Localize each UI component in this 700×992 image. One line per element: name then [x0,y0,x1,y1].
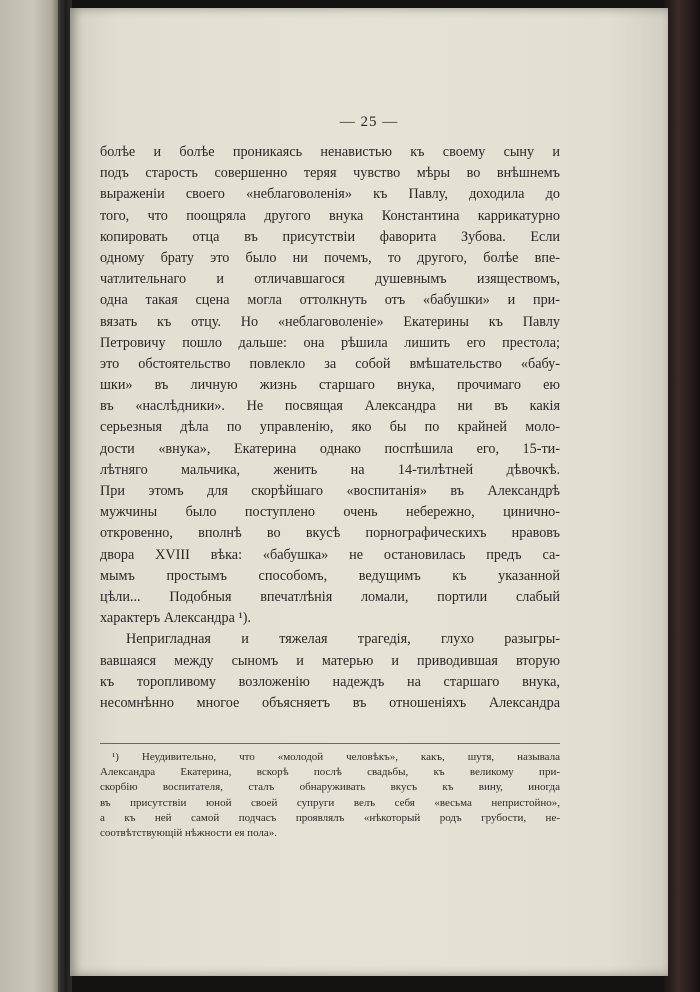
body-line: шки» въ личную жизнь старшаго внука, прочимаго ею [100,377,560,394]
footnote-line: а къ ней самой подчасъ проявлялъ «нѣкоторый родъ грубости, не- [100,811,560,824]
footnote-line: соотвѣтствующій нѣжности ея пола». [100,826,278,839]
footnote-divider [100,743,560,744]
body-line: вавшаяся между сыномъ и матерью и приводившая вторую [100,652,560,669]
body-line: Петровичу пошло дальше: она рѣшила лишить его престола; [100,334,560,351]
body-line: копировать отца въ присутствіи фаворита Зубова. Если [100,228,560,245]
body-line: дости «внука», Екатерина однако поспѣшила его, 15-ти- [100,440,560,457]
body-line: Непригладная и тяжелая трагедія, глухо разыгры- [126,631,560,648]
footnote-line: Александра Екатерина, вскорѣ послѣ свадьбы, къ великому при- [100,766,560,779]
body-line: двора XVIII вѣка: «бабушка» не остановилась предъ са- [100,546,560,563]
body-line: это обстоятельство повлекло за собой вмѣшательство «бабу- [100,355,560,372]
body-line: характеръ Александра ¹). [100,610,251,627]
body-line: лѣтняго мальчика, женить на 14-тилѣтней дѣвочкѣ. [100,461,560,478]
book-page [70,8,668,976]
body-line: выраженiи своего «неблаговоленія» къ Павлу, доходила до [100,186,560,203]
body-line: чатлительнаго и отличавшагося душевнымъ изяществомъ, [100,271,560,288]
body-line: вязать къ отцу. Но «неблаговоленіе» Екатерины къ Павлу [100,313,560,330]
page-number: — 25 — [339,114,399,130]
body-line: одному брату это было ни почемъ, то другого, болѣе впе- [100,249,560,266]
body-line: того, что поощряла другого внука Константина каррикатурно [100,207,560,224]
page-body [100,142,560,714]
body-line: мужчины было поступлено очень небережно, цинично- [100,504,560,521]
footnote [100,750,560,841]
body-line: цѣли... Подобныя впечатлѣнія ломали, портили слабый [100,588,560,605]
body-line: въ «наслѣдники». Не посвящая Александра ни въ какія [100,398,560,415]
facing-page-edge [0,0,60,992]
book-binding [664,0,700,992]
footnote-line: въ присутствіи юной своей супруги велъ себя «весьма непристойно», [100,796,560,809]
footnote-line: скорбію воспитателя, сталъ обнаруживать вкусъ къ вину, иногда [100,781,560,794]
body-line: къ торопливому возложенію надеждъ на старшаго внука, [100,673,560,690]
body-line: несомнѣнно многое объясняетъ въ отношеніяхъ Александра [100,694,560,711]
footnote-line: ¹) Неудивительно, что «молодой человѣкъ», какъ, шутя, называла [112,751,560,763]
body-line: мымъ простымъ способомъ, ведущимъ къ указанной [100,567,560,584]
body-line: подъ старость совершенно теряя чувство мѣры во внѣшнемъ [100,165,560,182]
body-line: болѣе и болѣе проникаясь ненавистью къ своему сыну и [100,144,560,160]
body-line: серьезныя дѣла по управленію, яко бы по крайней моло- [100,419,560,436]
body-line: откровенно, вполнѣ во вкусѣ порнографическихъ нравовъ [100,525,560,542]
body-line: При этомъ для скорѣйшаго «воспитанія» въ Александрѣ [100,483,560,499]
body-line: одна такая сцена могла оттолкнуть отъ «бабушки» и при- [100,292,560,309]
